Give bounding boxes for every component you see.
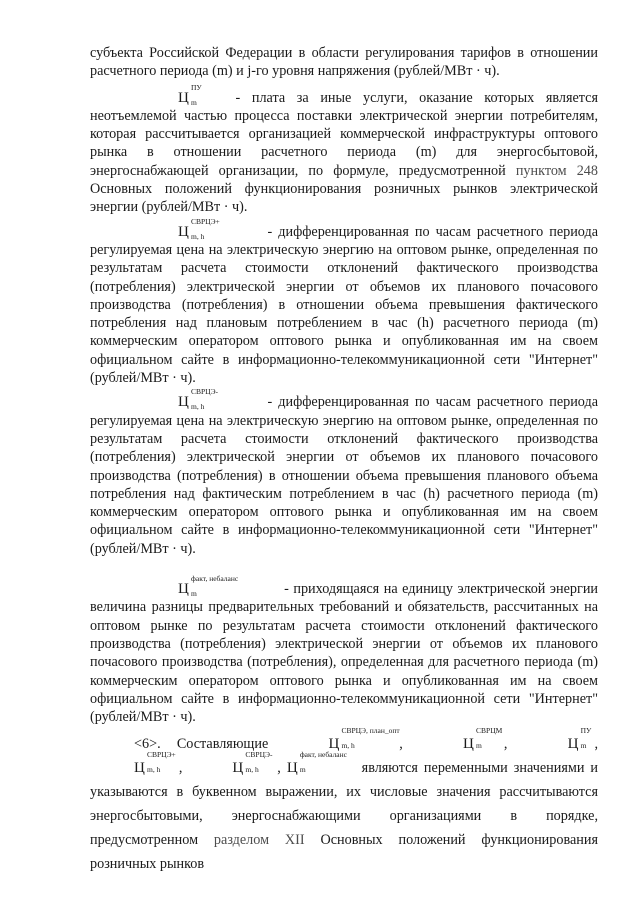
link-punkt-248[interactable]: пунктом 248 <box>515 162 598 179</box>
symbol-c-svrcm: Ц СВРЦМ m <box>463 726 503 753</box>
symbol-c-pu: Ц ПУ m <box>178 82 202 107</box>
symbol-c-svrce-minus: Ц СВРЦЭ- m, h <box>178 387 219 412</box>
paragraph-svrce-plus: Ц СВРЦЭ+ m, h - дифференцированная по часам расчетного периода регулируемая цена на электрическую энергию на оптовом рынке, определенная по результатам расчета стоимости отклонений фактического производства (потребления) электрической энергии от объемов их планового почасового производства (потребления) в отношении объема превышения фактического потребления над плановым потреблением в час (h) расчетного периода (m) коммерческим оператором оптового рынка и опубликованная им на своем официальном сайте в информационно-телекоммуникационной сети "Интернет" (рублей/МВт · ч). <box>90 216 599 387</box>
paragraph-intro: субъекта Российской Федерации в области регулирования тарифов в отношении расчетного периода (m) и j-го уровня напряжения (рублей/МВт · ч). <box>90 45 598 80</box>
paragraph-note-6: <6>. Составляющие Ц СВРЦЭ, план_опт m, h , Ц СВРЦМ m , Ц ПУ m , Ц СВРЦЭ+ m, h , Ц СВРЦЭ- m, h , Ц факт, небаланс m являются переменными значениями и указываются в буквенном выражении, их числовые значения рассчитываются энергосбытовыми, энергоснабжающими организациями в порядке, предусмотренном разделом XII Основных положений функционирования розничных рынков <box>90 726 599 873</box>
symbol-c-fakt-nebalans-inline: Ц факт, небаланс m <box>286 750 347 777</box>
symbol-c-fakt-nebalans: Ц факт, небаланс m <box>178 574 239 599</box>
document-page <box>90 44 598 876</box>
symbol-c-pu-inline: Ц ПУ m <box>567 726 592 753</box>
symbol-c-svrce-minus-inline: Ц СВРЦЭ- m, h <box>232 750 273 777</box>
paragraph-fakt-nebalans: Ц факт, небаланс m - приходящаяся на единицу электрической энергии величина разницы предварительных требований и обязательств, рассчитанных на оптовом рынке по результатам расчета стоимости отклонений фактического производства (потребления) электрической энергии от объемов их планового почасового производства (потребления), определенная для расчетного периода (m) коммерческим оператором оптового рынка и опубликованная им на своем официальном сайте в информационно-телекоммуникационной сети "Интернет" (рублей/МВт · ч). <box>90 574 599 726</box>
paragraph-svrce-minus: Ц СВРЦЭ- m, h - дифференцированная по часам расчетного периода регулируемая цена на электрическую энергию на оптовом рынке, определенная по результатам расчета стоимости отклонений фактического производства (потребления) электрической энергии от объемов их планового почасового производства (потребления) в отношении объема превышения планового объема потребления над фактическим потреблением в час (h) расчетного периода (m) коммерческим оператором оптового рынка и опубликованная им на своем официальном сайте в информационно-телекоммуникационной сети "Интернет" (рублей/МВт · ч). <box>90 387 599 557</box>
link-razdel-xii[interactable]: разделом XII <box>213 832 305 849</box>
symbol-c-svrce-plus-inline: Ц СВРЦЭ+ m, h <box>134 750 176 777</box>
paragraph-pu: Ц ПУ m - плата за иные услуги, оказание которых является неотъемлемой частью процесса поставки электрической энергии потребителям, которая рассчитывается организацией коммерческой инфраструктуры оптового рынка в отношении расчетного периода (m) для энергосбытовой, энергоснабжающей организации, по формуле, предусмотренной пунктом 248 Основных положений функционирования розничных рынков электрической энергии (рублей/МВт · ч). <box>90 82 598 216</box>
symbol-c-svrce-plan-opt: Ц СВРЦЭ, план_опт m, h <box>328 726 400 753</box>
symbol-c-svrce-plus: Ц СВРЦЭ+ m, h <box>178 216 220 241</box>
